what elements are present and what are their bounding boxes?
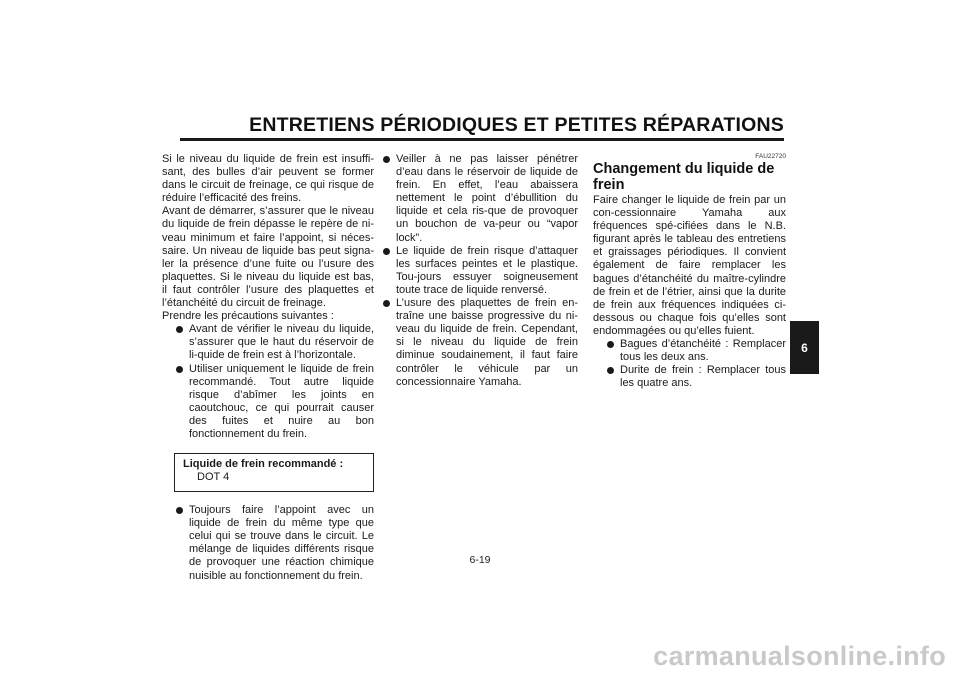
list-item: L’usure des plaquettes de frein en-traîne une baisse progressive du ni-veau du liquide de frein. Cependant, si le niveau du liquide de frein diminue soudainement, il faut faire contrôler le véhicule par un concessionnaire Yamaha. (381, 297, 578, 389)
paragraph: Prendre les précautions suivantes : (162, 310, 334, 323)
column-right (593, 153, 786, 390)
reference-code: FAU22720 (755, 153, 786, 160)
box-value: DOT 4 (197, 471, 230, 484)
title-rule (180, 138, 784, 141)
column-middle (381, 153, 578, 389)
paragraph: Si le niveau du liquide de frein est insuffi-sant, des bulles d’air peuvent se former dans le circuit de freinage, ce qui risque de réduire l’efficacité des freins. (162, 153, 374, 205)
column-left (162, 153, 374, 583)
list-item: Bagues d’étanchéité : Remplacer tous les deux ans. (605, 338, 786, 364)
precautions-list-continued (162, 504, 374, 583)
replacement-list (593, 338, 786, 390)
box-title: Liquide de frein recommandé : (183, 458, 344, 471)
paragraph: Faire changer le liquide de frein par un con-cessionnaire Yamaha aux fréquences spé-cifiées dans le N.B. figurant après le tableau des entretiens et graissages périodiques. Il convient également de faire remplacer les bagues d’étanchéité du maître-cylindre de frein et de l’étrier, ainsi que la durite de frein aux fréquences indiquées ci-dessous ou chaque fois qu’elles sont endommagées ou qu’elles fuient. (593, 194, 786, 337)
list-item: Le liquide de frein risque d’attaquer les surfaces peintes et le plastique. Tou-jours essuyer soigneusement toute trace de liquide renversé. (381, 245, 578, 297)
section-heading: Changement du liquide de frein (593, 161, 775, 193)
list-item: Durite de frein : Remplacer tous les quatre ans. (605, 364, 786, 390)
watermark: carmanualsonline.info (653, 641, 946, 671)
list-item: Avant de vérifier le niveau du liquide, s’assurer que le haut du réservoir de li-quide de frein est à l’horizontale. (174, 323, 374, 362)
paragraph: Avant de démarrer, s’assurer que le niveau du liquide de frein dépasse le repère de ni-veau minimum et faire l’appoint, si néces-saire. Un niveau de liquide bas peut signa-ler la présence d’une fuite ou l’usure des plaquettes. Si le niveau du liquide est bas, il faut contrôler l’usure des plaquettes et l’étanchéité du circuit de freinage. (162, 205, 374, 310)
precautions-list (162, 323, 374, 441)
list-item: Veiller à ne pas laisser pénétrer d’eau dans le réservoir de liquide de frein. En effet, l’eau abaissera nettement le point d’ébullition du liquide et cela ris-que de provoquer un bouchon de va-peur ou “vapor lock”. (381, 153, 578, 245)
precautions-list-middle (381, 153, 578, 389)
list-item: Utiliser uniquement le liquide de frein recommandé. Tout autre liquide risque d’abîmer les joints en caoutchouc, ce qui pourrait causer des fuites et nuire au bon fonctionnement du frein. (174, 363, 374, 442)
chapter-tab: 6 (790, 321, 819, 374)
page-number: 6-19 (469, 554, 491, 566)
recommended-fluid-box (174, 453, 374, 492)
page-title: ENTRETIENS PÉRIODIQUES ET PETITES RÉPARATIONS (249, 114, 784, 136)
list-item: Toujours faire l’appoint avec un liquide de frein du même type que celui qui se trouve dans le circuit. Le mélange de liquides différents risque de provoquer une réaction chimique nuisible au fonctionnement du frein. (174, 504, 374, 583)
